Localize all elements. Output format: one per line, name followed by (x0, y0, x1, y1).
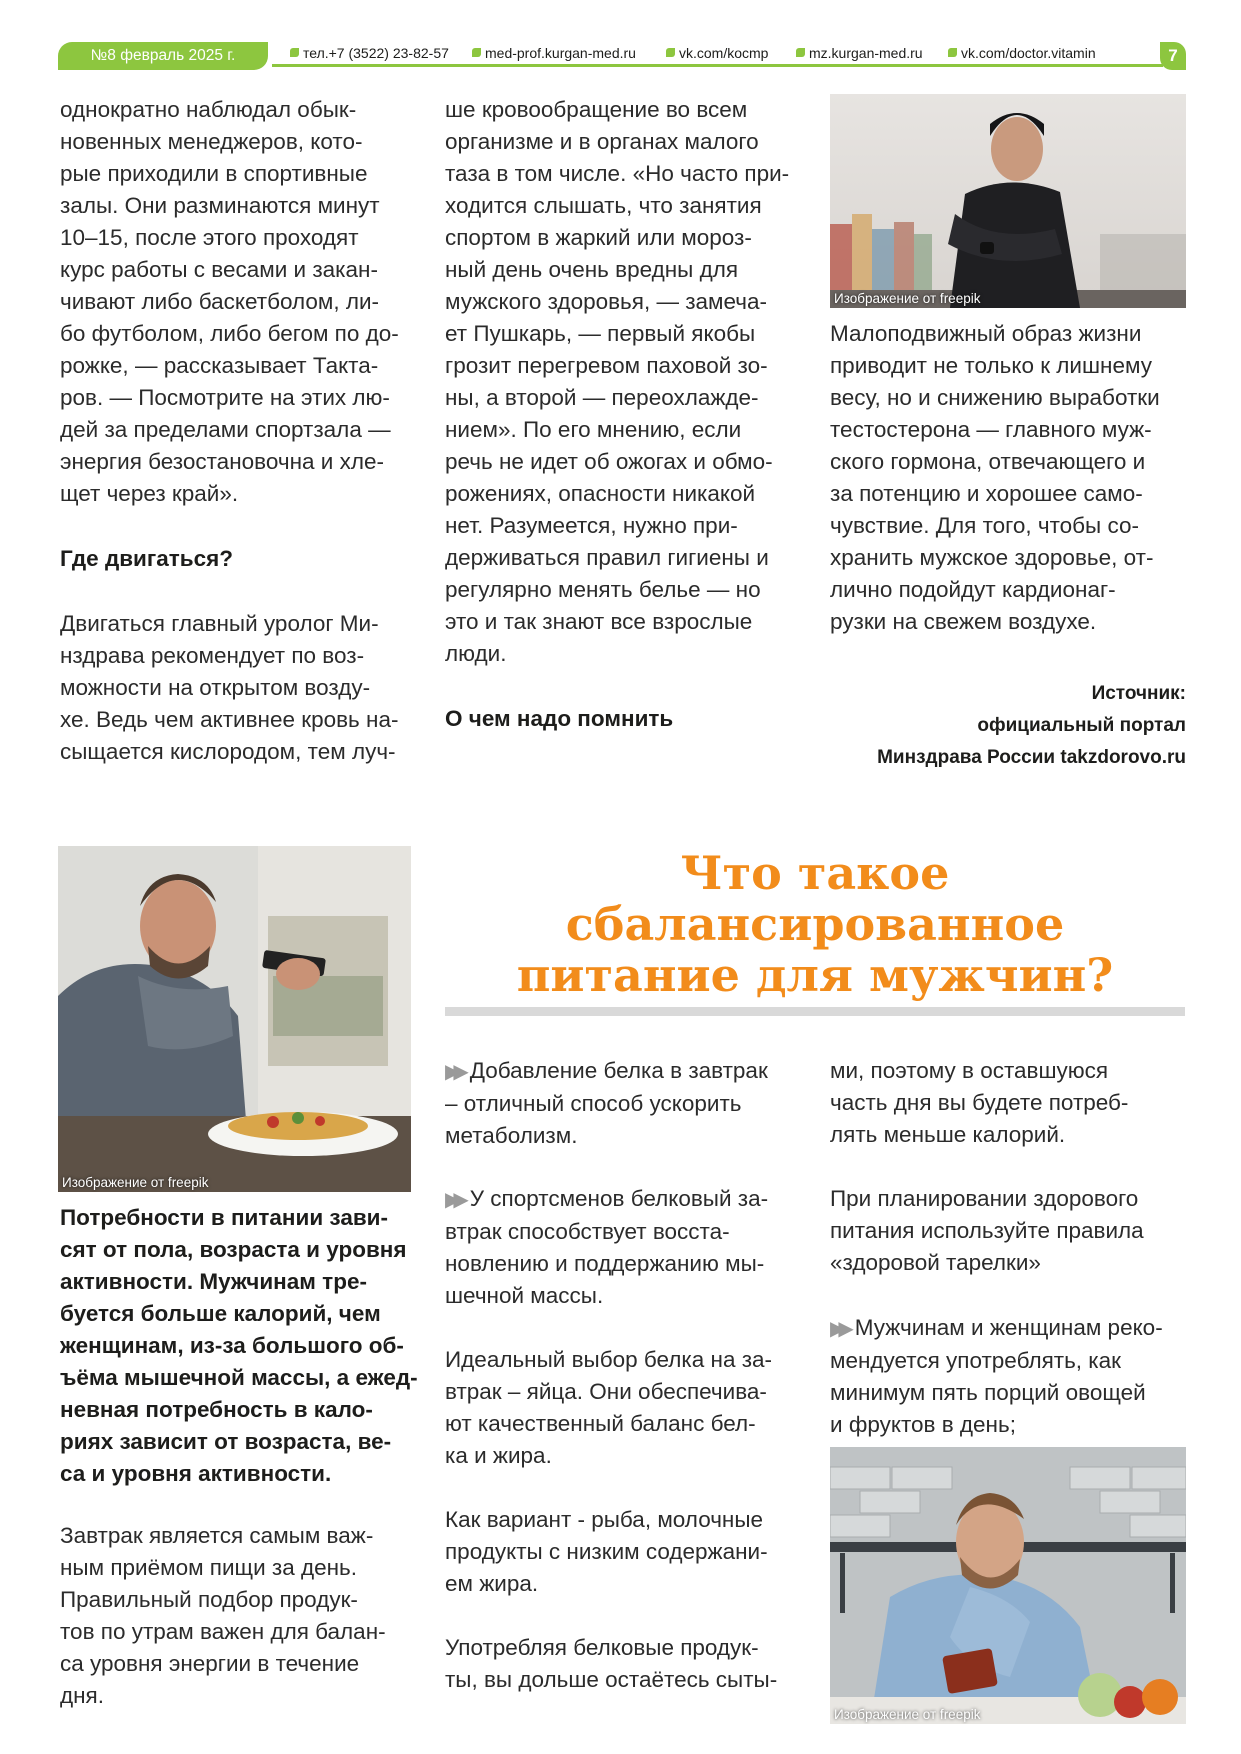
page-number: 7 (1160, 42, 1186, 70)
photo-man-photographing-food (58, 846, 411, 1192)
photo-man-kitchen (830, 1447, 1186, 1724)
text-line: дей за пределами спортзала — (60, 417, 391, 442)
text-line: ны, а второй — переохлажде- (445, 385, 759, 410)
text-line: Потребности в питании зави- (60, 1205, 388, 1230)
photo-man-stretching-image (830, 94, 1186, 308)
text-line: нздрава рекомендует по воз- (60, 643, 365, 668)
vk2-text: vk.com/doctor.vitamin (961, 45, 1096, 61)
text-line: Идеальный выбор белка на за- (445, 1347, 773, 1372)
text-line: Малоподвижный образ жизни (830, 321, 1142, 346)
bullet-icon (666, 48, 675, 57)
bullet-icon (290, 48, 299, 57)
photo-caption: Изображение от freepik (834, 1707, 981, 1722)
text-line: метаболизм. (445, 1123, 578, 1148)
text-line: регулярно менять белье — но (445, 577, 761, 602)
photo-man-stretching (830, 94, 1186, 308)
article1-col1b (60, 608, 398, 768)
text-line: дня. (60, 1683, 104, 1708)
text-line: минимум пять порций овощей (830, 1380, 1146, 1405)
site2-text: mz.kurgan-med.ru (809, 45, 923, 61)
article1-col2 (445, 94, 789, 670)
text-line: лично подойдут кардионаг- (830, 577, 1116, 602)
source-credit (877, 678, 1186, 774)
source-line: Минздрава России takzdorovo.ru (877, 747, 1186, 768)
article2-col2c (445, 1344, 772, 1472)
text-line: сыщается кислородом, тем луч- (60, 739, 396, 764)
text-line: 10–15, после этого проходят (60, 225, 359, 250)
text-line: буется больше калорий, чем (60, 1301, 381, 1326)
text-line: организме и в органах малого (445, 129, 759, 154)
text-line: хе. Ведь чем активнее кровь на- (60, 707, 399, 732)
text-line: нием». По его мнению, если (445, 417, 742, 442)
text-line: ми, поэтому в оставшуюся (830, 1058, 1109, 1083)
text-line: Правильный подбор продук- (60, 1587, 358, 1612)
text-line: женщинам, из-за большого об- (60, 1333, 404, 1358)
article2-title (445, 848, 1185, 1001)
header-phone (290, 44, 449, 62)
heading-where: Где двигаться? (60, 546, 234, 571)
issue-badge: №8 февраль 2025 г. (58, 42, 268, 70)
double-arrow-icon: ▶▶ (445, 1189, 462, 1211)
phone-text: тел.+7 (3522) 23-82-57 (303, 45, 449, 61)
vk-text: vk.com/kocmp (679, 45, 769, 61)
text-line: ем жира. (445, 1571, 539, 1596)
text-line: однократно наблюдал обык- (60, 97, 357, 122)
text-line: са уровня энергии в течение (60, 1651, 360, 1676)
text-line: щет через край». (60, 481, 239, 506)
text-line: Двигаться главный уролог Ми- (60, 611, 379, 636)
article2-col2d (445, 1504, 768, 1600)
text-line: Употребляя белковые продук- (445, 1635, 759, 1660)
text-line: риях зависит от возраста, ве- (60, 1429, 392, 1454)
text-line: ет Пушкарь, — первый якобы (445, 321, 756, 346)
text-line: У спортсменов белковый за- (469, 1186, 769, 1211)
title-line: Что такое (680, 846, 950, 900)
title-line: питание для мужчин? (516, 948, 1114, 1002)
text-line: рожке, — рассказывает Такта- (60, 353, 379, 378)
header-vk-link[interactable] (666, 44, 768, 62)
text-line: чивают либо баскетболом, ли- (60, 289, 380, 314)
text-line: можности на открытом возду- (60, 675, 371, 700)
text-line: грозит перегревом паховой зо- (445, 353, 768, 378)
text-line: чувствие. Для того, чтобы со- (830, 513, 1139, 538)
text-line: рые приходили в спортивные (60, 161, 368, 186)
text-line: тов по утрам важен для балан- (60, 1619, 386, 1644)
heading-remember: О чем надо помнить (445, 706, 674, 731)
text-line: питания используйте правила (830, 1218, 1144, 1243)
title-line: сбалансированное (565, 897, 1065, 951)
photo-man-kitchen-image (830, 1447, 1186, 1724)
text-line: сят от пола, возраста и уровня (60, 1237, 407, 1262)
bullet-icon (948, 48, 957, 57)
header-site-link[interactable] (472, 44, 636, 62)
text-line: таза в том числе. «Но часто при- (445, 161, 790, 186)
text-line: ка и жира. (445, 1443, 552, 1468)
double-arrow-icon: ▶▶ (830, 1318, 847, 1340)
text-line: невная потребность в кало- (60, 1397, 373, 1422)
text-line: курс работы с весами и закан- (60, 257, 378, 282)
text-line: рузки на свежем воздухе. (830, 609, 1097, 634)
text-line: и фруктов в день; (830, 1412, 1016, 1437)
text-line: тестостерона — главного муж- (830, 417, 1152, 442)
text-line: мендуется употреблять, как (830, 1348, 1121, 1373)
text-line: втрак – яйца. Они обеспечива- (445, 1379, 767, 1404)
text-line: «здоровой тарелки» (830, 1250, 1041, 1275)
text-line: залы. Они разминаются минут (60, 193, 380, 218)
text-line: Мужчинам и женщинам реко- (854, 1315, 1163, 1340)
text-line: мужского здоровья, — замеча- (445, 289, 768, 314)
photo-caption: Изображение от freepik (62, 1175, 209, 1190)
text-line: ты, вы дольше остаётесь сыты- (445, 1667, 778, 1692)
double-arrow-icon: ▶▶ (445, 1061, 462, 1083)
photo-caption: Изображение от freepik (834, 291, 981, 306)
text-line: Как вариант - рыба, молочные (445, 1507, 764, 1532)
text-line: активности. Мужчинам тре- (60, 1269, 367, 1294)
text-line: При планировании здорового (830, 1186, 1139, 1211)
article2-col3a (830, 1055, 1128, 1151)
header-rule (272, 64, 1163, 67)
text-line: держиваться правил гигиены и (445, 545, 769, 570)
text-line: ского гормона, отвечающего и (830, 449, 1146, 474)
text-line: энергия безостановочна и хле- (60, 449, 384, 474)
text-line: нет. Разумеется, нужно при- (445, 513, 738, 538)
text-line: шечной массы. (445, 1283, 604, 1308)
text-line: весу, но и снижению выработки (830, 385, 1160, 410)
text-line: люди. (445, 641, 507, 666)
text-line: втрак способствует восста- (445, 1219, 730, 1244)
header-site2-link[interactable] (796, 44, 923, 62)
text-line: речь не идет об ожогах и обмо- (445, 449, 773, 474)
text-line: это и так знают все взрослые (445, 609, 753, 634)
text-line: бо футболом, либо бегом по до- (60, 321, 399, 346)
title-underline (445, 1007, 1185, 1016)
text-line: ный день очень вредны для (445, 257, 739, 282)
bullet-icon (796, 48, 805, 57)
text-line: новлению и поддержанию мы- (445, 1251, 765, 1276)
article2-col3c (830, 1312, 1163, 1441)
text-line: новенных менеджеров, кото- (60, 129, 363, 154)
bullet-icon (472, 48, 481, 57)
article2-col3b (830, 1183, 1144, 1279)
text-line: рожениях, опасности никакой (445, 481, 756, 506)
photo-man-photographing-food-image (58, 846, 411, 1192)
text-line: за потенцию и хорошее само- (830, 481, 1143, 506)
header-vk2-link[interactable] (948, 44, 1096, 62)
text-line: приводит не только к лишнему (830, 353, 1152, 378)
article2-col1 (60, 1520, 386, 1712)
text-line: ют качественный баланс бел- (445, 1411, 756, 1436)
source-line: официальный портал (977, 715, 1186, 736)
text-line: ъёма мышечной массы, а ежед- (60, 1365, 418, 1390)
text-line: ным приёмом пищи за день. (60, 1555, 358, 1580)
text-line: хранить мужское здоровье, от- (830, 545, 1154, 570)
source-label: Источник: (1091, 683, 1186, 704)
text-line: ше кровообращение во всем (445, 97, 748, 122)
text-line: – отличный способ ускорить (445, 1091, 742, 1116)
site-text: med-prof.kurgan-med.ru (485, 45, 636, 61)
text-line: продукты с низким содержани- (445, 1539, 768, 1564)
text-line: лять меньше калорий. (830, 1122, 1066, 1147)
text-line: часть дня вы будете потреб- (830, 1090, 1129, 1115)
text-line: спортом в жаркий или мороз- (445, 225, 752, 250)
article2-col2e (445, 1632, 777, 1696)
text-line: Завтрак является самым важ- (60, 1523, 374, 1548)
article2-lead (60, 1202, 418, 1490)
text-line: ров. — Посмотрите на этих лю- (60, 385, 390, 410)
text-line: ходится слышать, что занятия (445, 193, 762, 218)
text-line: Добавление белка в завтрак (469, 1058, 768, 1083)
article1-col1 (60, 94, 399, 510)
text-line: са и уровня активности. (60, 1461, 332, 1486)
article2-col2a (445, 1055, 768, 1152)
article2-col2b (445, 1183, 768, 1312)
article1-col3 (830, 318, 1160, 638)
